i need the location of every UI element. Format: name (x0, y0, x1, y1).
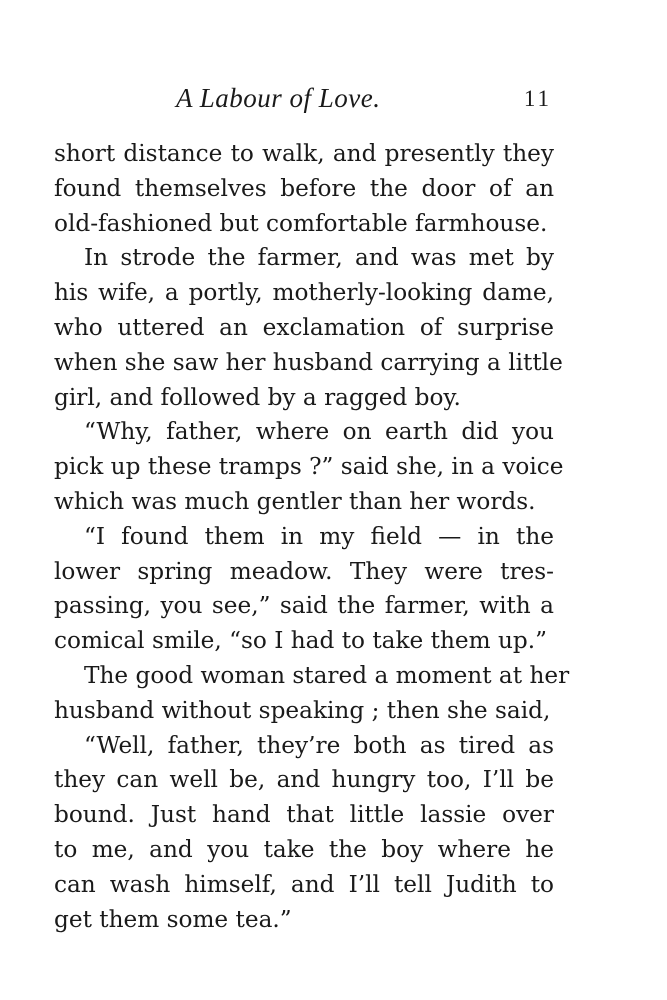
text-line: when she saw her husband carrying a little (54, 348, 563, 376)
text-line: In strode the farmer, and was met by (84, 244, 554, 272)
text-line: found themselves before the door of an (54, 174, 554, 202)
text-line: girl, and followed by a ragged boy. (54, 383, 461, 411)
text-line: to me, and you take the boy where he (54, 835, 554, 863)
text-line: his wife, a portly, motherly-looking dame, (54, 279, 554, 307)
text-line: get them some tea.” (54, 905, 292, 933)
text-line: “I found them in my field — in the (84, 522, 554, 550)
text-line: The good woman stared a moment at her (84, 661, 570, 689)
text-line: they can well be, and hungry too, I’ll be (54, 766, 554, 794)
text-line: comical smile, “so I had to take them up.” (54, 627, 547, 655)
text-line: pick up these tramps ?” said she, in a voice (54, 453, 564, 481)
body-text (54, 137, 570, 937)
text-line: passing, you see,” said the farmer, with a (54, 592, 554, 620)
text-line: old-fashioned but comfortable farmhouse. (54, 209, 548, 237)
running-header (54, 83, 554, 123)
page-number: 11 (523, 86, 552, 111)
text-line: short distance to walk, and presently they (54, 140, 554, 167)
text-line: lower spring meadow. They were tres- (54, 557, 554, 585)
text-line: can wash himself, and I’ll tell Judith to (54, 870, 554, 898)
text-line: who uttered an exclamation of surprise (54, 313, 554, 341)
text-line: “Well, father, they’re both as tired as (84, 731, 554, 759)
text-line: which was much gentler than her words. (54, 487, 536, 515)
running-title: A Labour of Love. (176, 83, 381, 113)
text-line: husband without speaking ; then she said, (54, 696, 551, 724)
text-line: “Why, father, where on earth did you (84, 418, 554, 446)
text-line: bound. Just hand that little lassie over (54, 801, 554, 829)
